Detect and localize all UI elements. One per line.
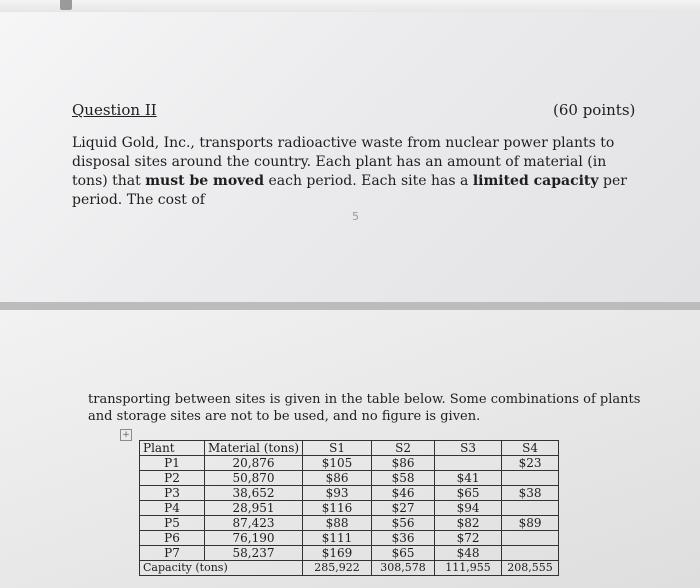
cell-s3: $72 <box>435 531 502 546</box>
cell-s4 <box>502 531 559 546</box>
cell-s1: $105 <box>303 456 372 471</box>
cell-s3 <box>435 456 502 471</box>
capacity-s3: 111,955 <box>435 561 502 576</box>
cell-s1: $86 <box>303 471 372 486</box>
cell-s1: $93 <box>303 486 372 501</box>
capacity-s4: 208,555 <box>502 561 559 576</box>
header-plant: Plant <box>140 441 205 456</box>
cell-plant: P2 <box>140 471 205 486</box>
cell-s3: $82 <box>435 516 502 531</box>
cell-s1: $116 <box>303 501 372 516</box>
page-gap <box>0 302 700 310</box>
capacity-s2: 308,578 <box>372 561 435 576</box>
cell-s3: $65 <box>435 486 502 501</box>
question-paragraph <box>72 134 632 210</box>
cell-s4 <box>502 546 559 561</box>
cell-s1: $111 <box>303 531 372 546</box>
page-number: 5 <box>352 210 359 223</box>
cell-s4 <box>502 501 559 516</box>
cell-material: 87,423 <box>205 516 303 531</box>
cost-table <box>139 440 559 576</box>
cell-plant: P7 <box>140 546 205 561</box>
header-s2: S2 <box>372 441 435 456</box>
cell-s2: $36 <box>372 531 435 546</box>
capacity-label: Capacity (tons) <box>140 561 303 576</box>
question-title: Question II <box>72 101 157 119</box>
paragraph-text-2: each period. Each site has a <box>264 173 473 189</box>
cell-s2: $46 <box>372 486 435 501</box>
cell-s3: $41 <box>435 471 502 486</box>
cell-s4: $38 <box>502 486 559 501</box>
table-row <box>140 501 559 516</box>
cell-s1: $88 <box>303 516 372 531</box>
cell-s2: $56 <box>372 516 435 531</box>
cell-plant: P4 <box>140 501 205 516</box>
header-s3: S3 <box>435 441 502 456</box>
table-row <box>140 531 559 546</box>
table-row <box>140 471 559 486</box>
table-header-row <box>140 441 559 456</box>
ruler-tab-marker[interactable] <box>60 0 72 10</box>
paragraph-text-3: per period. The cost of <box>72 173 627 208</box>
cell-s2: $65 <box>372 546 435 561</box>
question-points: (60 points) <box>553 101 636 119</box>
cell-plant: P3 <box>140 486 205 501</box>
paragraph-bold-must-be-moved: must be moved <box>145 173 265 189</box>
header-s4: S4 <box>502 441 559 456</box>
capacity-s1: 285,922 <box>303 561 372 576</box>
cell-plant: P6 <box>140 531 205 546</box>
cell-material: 50,870 <box>205 471 303 486</box>
cell-material: 20,876 <box>205 456 303 471</box>
table-row <box>140 456 559 471</box>
cell-s3: $94 <box>435 501 502 516</box>
header-material: Material (tons) <box>205 441 303 456</box>
table-row <box>140 546 559 561</box>
table-row <box>140 486 559 501</box>
cell-s4: $23 <box>502 456 559 471</box>
table-move-handle[interactable]: + <box>120 429 132 441</box>
paragraph-bold-limited-capacity: limited capacity <box>472 173 599 189</box>
cell-material: 58,237 <box>205 546 303 561</box>
cell-s2: $58 <box>372 471 435 486</box>
cell-s2: $86 <box>372 456 435 471</box>
paragraph-text-1: Liquid Gold, Inc., transports radioactive waste from nuclear power plants to disposal sites around the country. Each plant has an amount of material (in tons) that <box>72 135 615 189</box>
cell-material: 28,951 <box>205 501 303 516</box>
cell-s4 <box>502 471 559 486</box>
cell-material: 38,652 <box>205 486 303 501</box>
continued-paragraph: transporting between sites is given in the table below. Some combinations of plants and storage sites are not to be used, and no figure is given. <box>88 392 641 424</box>
cell-plant: P5 <box>140 516 205 531</box>
table-row <box>140 516 559 531</box>
capacity-row <box>140 561 559 576</box>
cell-plant: P1 <box>140 456 205 471</box>
header-s1: S1 <box>303 441 372 456</box>
cell-material: 76,190 <box>205 531 303 546</box>
cell-s4: $89 <box>502 516 559 531</box>
cell-s2: $27 <box>372 501 435 516</box>
cell-s3: $48 <box>435 546 502 561</box>
cell-s1: $169 <box>303 546 372 561</box>
